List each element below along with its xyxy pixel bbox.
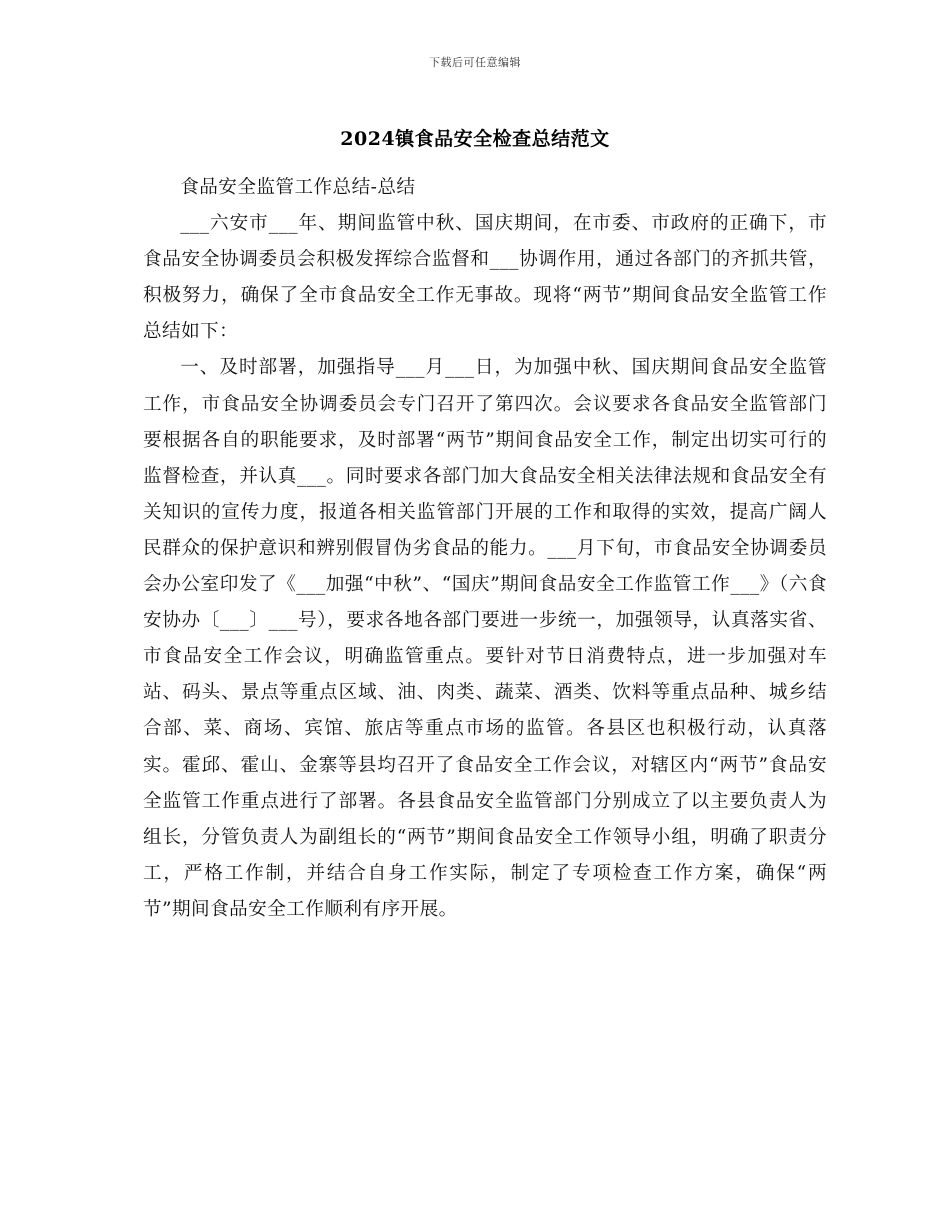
header-note: 下载后可任意编辑 [429, 56, 521, 69]
document-body [143, 170, 827, 928]
paragraph-intro: ___六安市___年、期间监管中秋、国庆期间，在市委、市政府的正确下，市食品安全协调委员会积极发挥综合监督和___协调作用，通过各部门的齐抓共管，积极努力，确保了全市食品安全工作无事故。现将“两节”期间食品安全监管工作总结如下： [143, 213, 827, 343]
document-title: 2024镇食品安全检查总结范文 [340, 128, 610, 150]
paragraph-section-one: 一、及时部署，加强指导___月___日，为加强中秋、国庆期间食品安全监管工作，市食品安全协调委员会专门召开了第四次。会议要求各食品安全监管部门要根据各自的职能要求，及时部署“两节”期间食品安全工作，制定出切实可行的监督检查，并认真___。同时要求各部门加大食品安全相关法律法规和食品安全有关知识的宣传力度，报道各相关监管部门开展的工作和取得的实效，提高广阔人民群众的保护意识和辨别假冒伪劣食品的能力。___月下旬，市食品安全协调委员会办公室印发了《___加强“中秋”、“国庆”期间食品安全工作监管工作___》（六食安协办〔___〕___号），要求各地各部门要进一步统一，加强领导，认真落实省、市食品安全工作会议，明确监管重点。要针对节日消费特点，进一步加强对车站、码头、景点等重点区域、油、肉类、蔬菜、酒类、饮料等重点品种、城乡结合部、菜、商场、宾馆、旅店等重点市场的监管。各县区也积极行动，认真落实。霍邱、霍山、金寨等县均召开了食品安全工作会议，对辖区内“两节”食品安全监管工作重点进行了部署。各县食品安全监管部门分别成立了以主要负责人为组长，分管负责人为副组长的“两节”期间食品安全工作领导小组，明确了职责分工，严格工作制，并结合自身工作实际，制定了专项检查工作方案，确保“两节”期间食品安全工作顺利有序开展。 [143, 357, 827, 920]
paragraph-subtitle: 食品安全监管工作总结-总结 [180, 177, 416, 198]
